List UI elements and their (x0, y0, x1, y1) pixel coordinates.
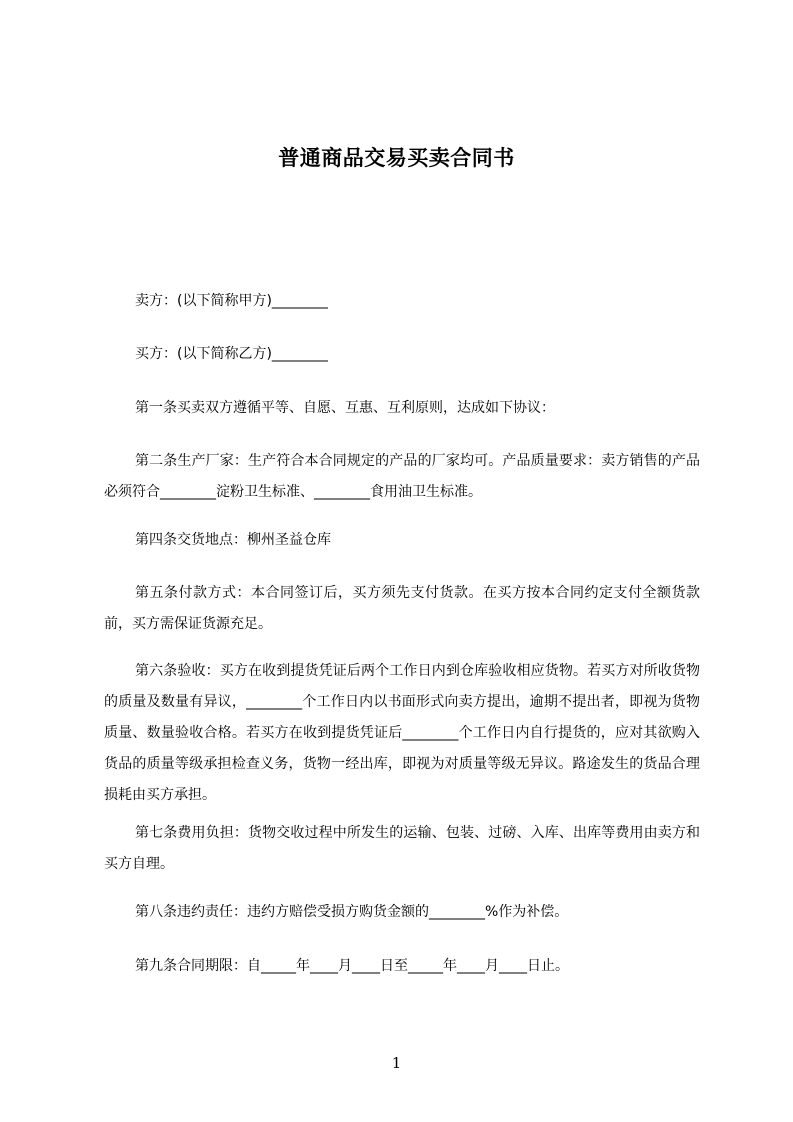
document-title: 普通商品交易买卖合同书 (278, 146, 515, 170)
seller-line: 卖方：(以下简称甲方)________ (135, 293, 328, 309)
article-7: 第七条费用负担：货物交收过程中所发生的运输、包装、过磅、入库、出库等费用由卖方和买方自理。 (104, 825, 700, 872)
article-4: 第四条交货地点：柳州圣益仓库 (135, 532, 331, 548)
page-number: 1 (391, 1054, 402, 1072)
article-5: 第五条付款方式：本合同签订后，买方须先支付货款。在买方按本合同约定支付全额货款前，买方需保证货源充足。 (104, 585, 700, 632)
buyer-line: 买方：(以下简称乙方)________ (135, 346, 328, 362)
article-9: 第九条合同期限：自_____年____月____日至_____年____月____日止。 (135, 958, 569, 974)
article-6: 第六条验收：买方在收到提货凭证后两个工作日内到仓库验收相应货物。若买方对所收货物的质量及数量有异议，________个工作日内以书面形式向卖方提出，逾期不提出者，即视为货物质量、数量验收合格。若买方在收到提货凭证后________个工作日内自行提货的，应对其欲购入货品的质量等级承担检查义务，货物一经出库，即视为对质量等级无异议。路途发生的货品合理损耗由买方承担。 (104, 663, 700, 803)
article-2: 第二条生产厂家：生产符合本合同规定的产品的厂家均可。产品质量要求：卖方销售的产品必须符合________淀粉卫生标准、________食用油卫生标准。 (104, 453, 700, 500)
article-1: 第一条买卖双方遵循平等、自愿、互惠、互利原则，达成如下协议： (135, 400, 555, 416)
article-8: 第八条违约责任：违约方赔偿受损方购货金额的________%作为补偿。 (135, 904, 569, 920)
